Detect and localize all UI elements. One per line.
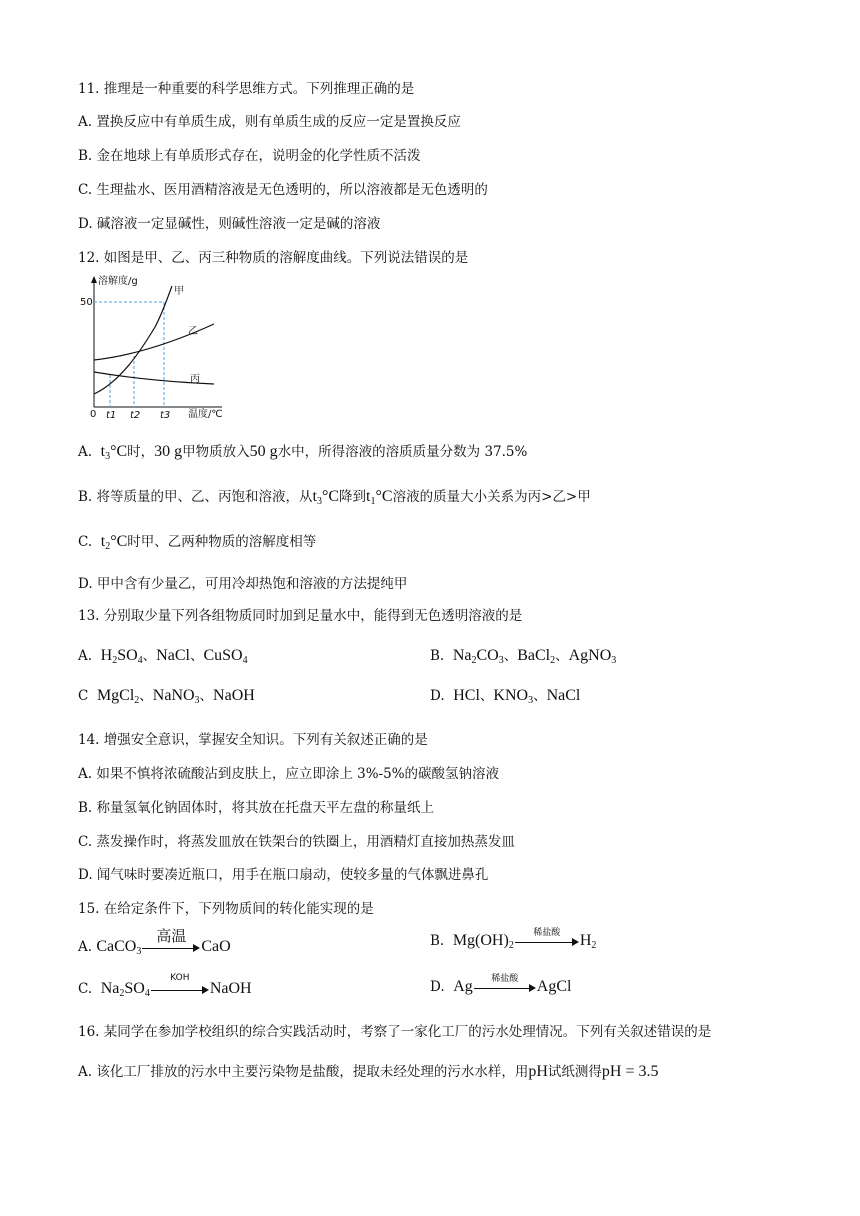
q14-stem: 14. 增强安全意识，掌握安全知识。下列有关叙述正确的是 — [78, 732, 428, 748]
solubility-graph — [80, 272, 230, 422]
reaction-arrow: KOH — [151, 983, 209, 997]
q15-option-b: B. $Mg(OH)_2$ 稀盐酸 $H_2$ — [430, 927, 597, 951]
graph-t3: t3 — [160, 410, 171, 421]
q14-option-a: A. 如果不慎将浓硫酸沾到皮肤上，应立即涂上 3%-5%的碳酸氢钠溶液 — [78, 766, 500, 782]
q15-option-a: A. CaCO$_3$ 高温 CaO — [78, 928, 231, 957]
graph-y50: 50 — [80, 297, 93, 308]
q11-option-a: A. 置换反应中有单质生成，则有单质生成的反应一定是置换反应 — [78, 114, 461, 130]
q12-option-c: C. $t_2^\circ C$时甲、乙两种物质的溶解度相等 — [78, 533, 317, 552]
q13-option-c: C MgCl$_2$、NaNO$_3$、NaOH — [78, 687, 255, 706]
reaction-arrow: 稀盐酸 — [474, 981, 536, 995]
graph-label-jia: 甲 — [174, 286, 184, 297]
q11-option-c: C. 生理盐水、医用酒精溶液是无色透明的，所以溶液都是无色透明的 — [78, 182, 488, 198]
q14-option-c: C. 蒸发操作时，将蒸发皿放在铁架台的铁圈上，用酒精灯直接加热蒸发皿 — [78, 834, 515, 850]
q15-option-c: C. $Na_2SO_4$ KOH NaOH — [78, 972, 252, 999]
q15-option-d: D. Ag 稀盐酸 AgCl — [430, 973, 572, 995]
q11-option-b: B. 金在地球上有单质形式存在，说明金的化学性质不活泼 — [78, 148, 421, 164]
graph-label-yi: 乙 — [188, 326, 198, 337]
q12-option-a: A. $t_3^\circ C$时，30 g甲物质放入50 g水中，所得溶液的溶质质量分数为 37.5% — [78, 443, 528, 462]
reaction-arrow: 稀盐酸 — [515, 935, 579, 949]
q13-option-a: A. $H_2SO_4$、NaCl、CuSO$_4$ — [78, 647, 248, 666]
q12-stem: 12. 如图是甲、乙、丙三种物质的溶解度曲线。下列说法错误的是 — [78, 250, 469, 266]
q11-stem: 11. 推理是一种重要的科学思维方式。下列推理正确的是 — [78, 81, 415, 97]
graph-ylabel: 溶解度/g — [98, 276, 138, 287]
q15-stem: 15. 在给定条件下，下列物质间的转化能实现的是 — [78, 901, 374, 917]
graph-xlabel: 温度/℃ — [188, 409, 223, 420]
q12-option-b: B. 将等质量的甲、乙、丙饱和溶液，从$t_3^\circ C$降到$t_1^\circ C$溶液的质量大小关系为丙>乙>甲 — [78, 488, 591, 507]
q13-option-b: B. $Na_2CO_3$、BaCl$_2$、AgNO$_3$ — [430, 647, 617, 666]
graph-origin: 0 — [90, 409, 97, 420]
q11-option-d: D. 碱溶液一定显碱性，则碱性溶液一定是碱的溶液 — [78, 216, 381, 232]
graph-label-bing: 丙 — [190, 374, 200, 385]
q16-option-a: A. 该化工厂排放的污水中主要污染物是盐酸，提取未经处理的污水水样，用pH试纸测得pH = 3.5 — [78, 1063, 659, 1080]
reaction-arrow: 高温 — [142, 941, 200, 955]
q12-option-d: D. 甲中含有少量乙，可用冷却热饱和溶液的方法提纯甲 — [78, 576, 408, 592]
q14-option-b: B. 称量氢氧化钠固体时，将其放在托盘天平左盘的称量纸上 — [78, 800, 435, 816]
q13-stem: 13. 分别取少量下列各组物质同时加到足量水中，能得到无色透明溶液的是 — [78, 608, 523, 624]
graph-t2: t2 — [130, 410, 141, 421]
q14-option-d: D. 闻气味时要凑近瓶口，用手在瓶口扇动，使较多量的气体飘进鼻孔 — [78, 867, 489, 883]
q16-stem: 16. 某同学在参加学校组织的综合实践活动时，考察了一家化工厂的污水处理情况。下列有关叙述错误的是 — [78, 1024, 712, 1040]
q13-option-d: D. HCl、$KNO_3$、NaCl — [430, 687, 581, 706]
graph-t1: t1 — [106, 410, 117, 421]
